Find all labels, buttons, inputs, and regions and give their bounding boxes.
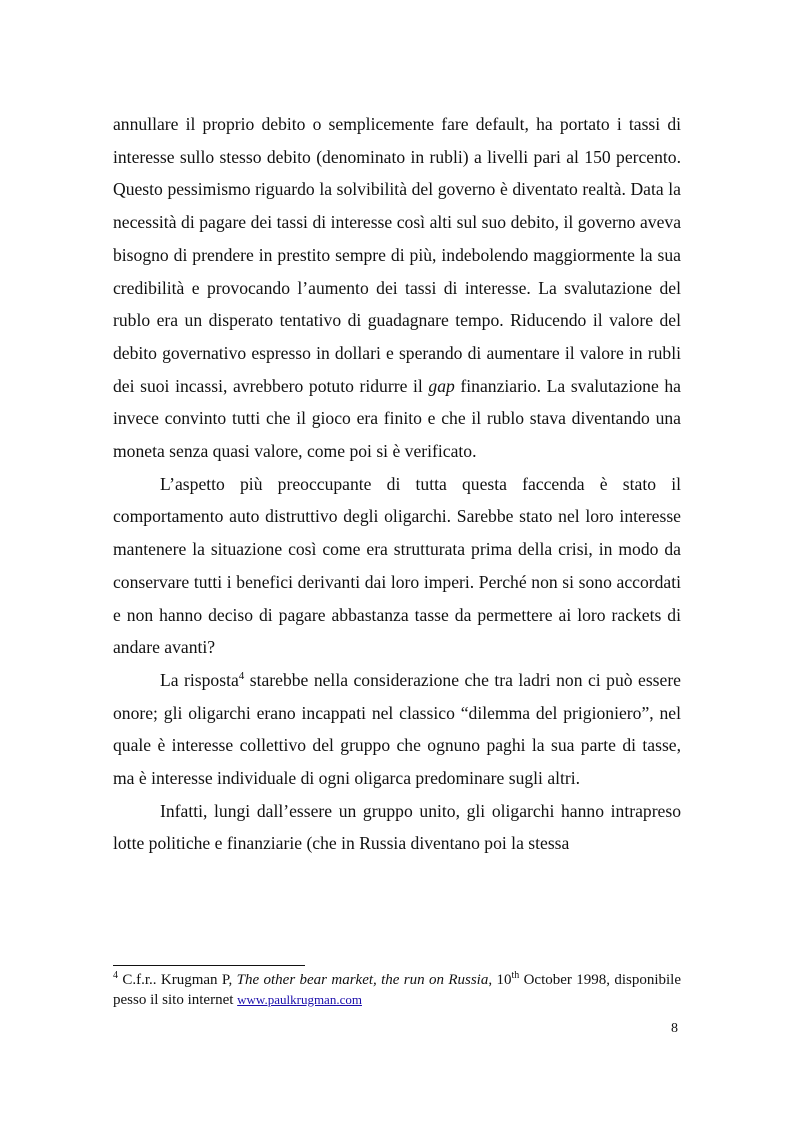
footnote — [113, 970, 681, 1010]
paragraph — [113, 795, 681, 860]
page-number: 8 — [671, 1021, 678, 1036]
website-link[interactable]: www.paulkrugman.com — [237, 992, 362, 1007]
text-run: October 1998, disponibile pesso il sito internet — [113, 972, 682, 1008]
footnote-separator — [113, 965, 305, 966]
superscript: 4 — [238, 670, 245, 683]
paragraph — [113, 108, 681, 468]
text-run: finanziario. La svalutazione ha invece convinto tutti che il gioco era finito e che il rublo stava diventando una moneta senza quasi valore, come poi si è verificato. — [113, 375, 681, 462]
paragraph — [113, 468, 681, 664]
text-run: Infatti, lungi dall’essere un gruppo unito, gli oligarchi hanno intrapreso lotte politiche e finanziarie (che in Russia diventano poi la stessa — [113, 800, 681, 854]
footnote-marker: 4 — [113, 970, 118, 981]
text-run: C.f.r.. Krugman P, — [118, 972, 237, 988]
text-run: La risposta — [160, 669, 239, 690]
italic-text: The other bear market, the run on Russia — [236, 972, 489, 988]
superscript: th — [511, 970, 520, 981]
text-run: L’aspetto più preoccupante di tutta questa faccenda è stato il comportamento auto distruttivo degli oligarchi. Sarebbe stato nel loro interesse mantenere la situazione così come era strutturata prima della crisi, in modo da conservare tutti i benefici derivanti dai loro imperi. Perché non si sono accordati e non hanno deciso di pagare abbastanza tasse da permettere ai loro rackets di andare avanti? — [113, 473, 681, 658]
italic-text: gap — [428, 375, 455, 396]
text-run: annullare il proprio debito o semplicemente fare default, ha portato i tassi di interesse sullo stesso debito (denominato in rubli) a livelli pari al 150 percento. Questo pessimismo riguardo la solvibilità del governo è diventato realtà. Data la necessità di pagare dei tassi di interesse così alti sul suo debito, il governo aveva bisogno di prendere in prestito sempre di più, indebolendo maggiormente la sua credibilità e provocando l’aumento dei tassi di interesse. La svalutazione del rublo era un disperato tentativo di guadagnare tempo. Riducendo il valore del debito governativo espresso in dollari e sperando di aumentare il valore in rubli dei suoi incassi, avrebbero potuto ridurre il — [113, 114, 681, 396]
text-run: , 10 — [488, 972, 512, 988]
text-run: starebbe nella considerazione che tra ladri non ci può essere onore; gli oligarchi erano incappati nel classico “dilemma del prigioniero”, nel quale è interesse collettivo del gruppo che ognuno paghi la sua parte di tasse, ma è interesse individuale di ogni oligarca predominare sugli altri. — [113, 669, 681, 789]
paragraph — [113, 664, 681, 795]
body-text — [113, 108, 681, 860]
